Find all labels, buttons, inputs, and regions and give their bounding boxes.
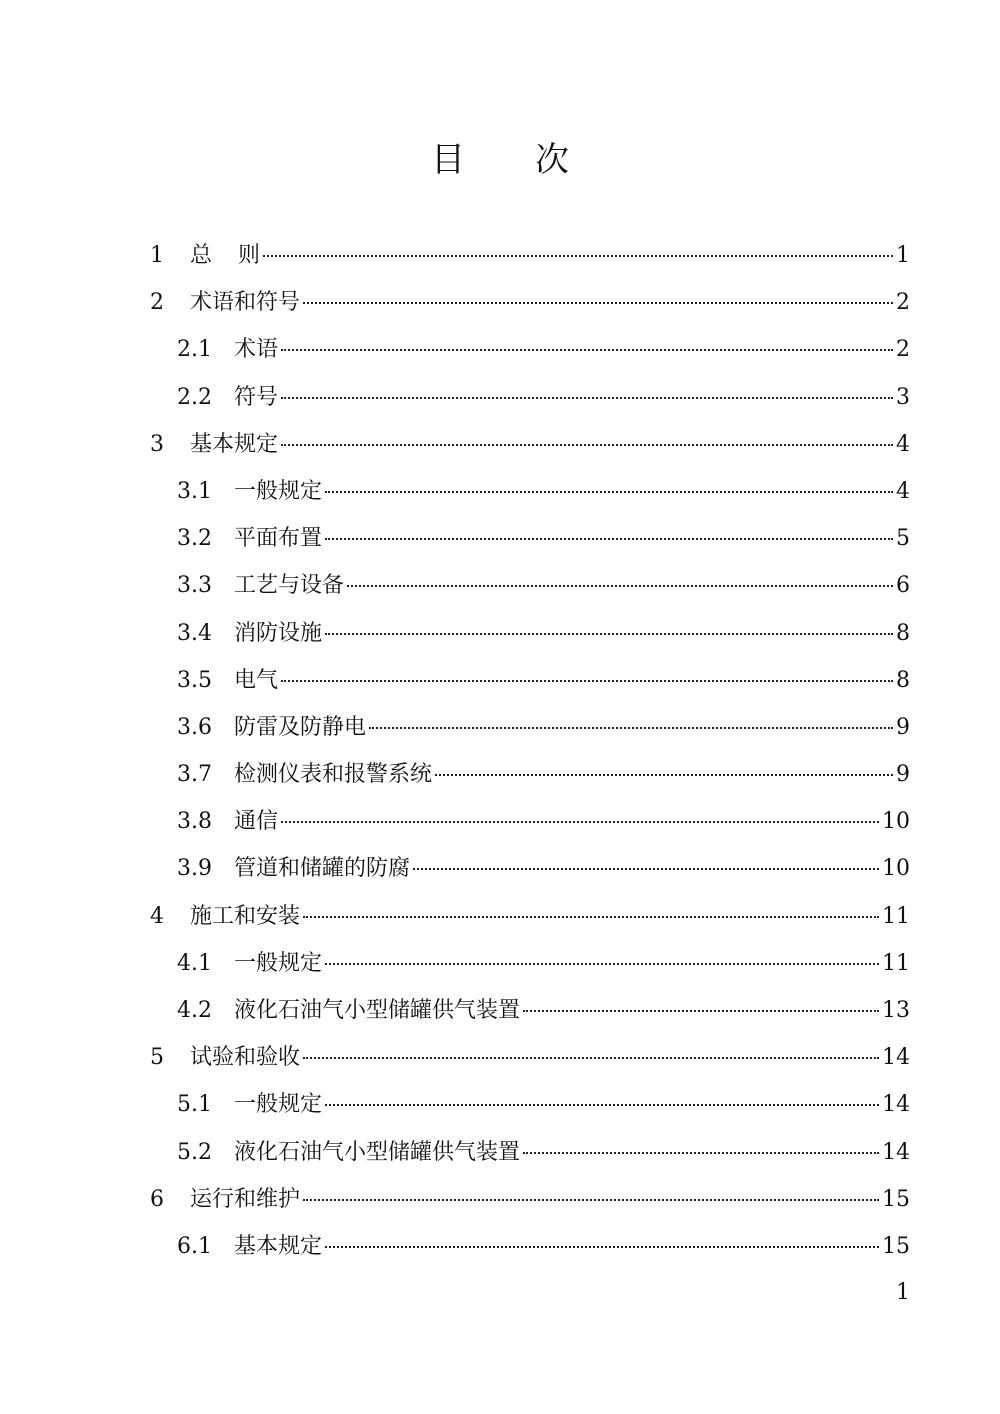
toc-entry-page: 15 xyxy=(882,1233,910,1259)
toc-entry-page: 4 xyxy=(896,431,910,457)
toc-entry-page: 14 xyxy=(882,1092,910,1118)
page-title xyxy=(0,136,1000,184)
toc-dot-leader xyxy=(369,727,893,729)
toc-section-entry[interactable] xyxy=(150,940,910,987)
toc-section-entry[interactable] xyxy=(150,798,910,845)
toc-chapter-entry[interactable] xyxy=(150,893,910,940)
toc-section-entry[interactable] xyxy=(150,704,910,751)
toc-entry-title: 电气 xyxy=(234,667,279,693)
toc-dot-leader xyxy=(325,538,893,540)
toc-section-entry[interactable] xyxy=(150,1223,910,1270)
toc-entry-page: 9 xyxy=(896,714,910,740)
toc-entry-title: 基本规定 xyxy=(190,431,279,457)
toc-dot-leader xyxy=(413,868,879,870)
toc-entry-page: 6 xyxy=(896,573,910,599)
toc-entry-number: 3.2 xyxy=(177,526,212,552)
toc-dot-leader xyxy=(281,349,893,351)
toc-entry-title: 防雷及防静电 xyxy=(234,714,367,740)
toc-entry-page: 11 xyxy=(882,903,910,929)
toc-entry-number: 3.5 xyxy=(177,667,212,693)
toc-section-entry[interactable] xyxy=(150,657,910,704)
toc-entry-title: 一般规定 xyxy=(234,1092,323,1118)
toc-chapter-entry[interactable] xyxy=(150,1176,910,1223)
toc-dot-leader xyxy=(263,255,893,257)
toc-entry-title: 消防设施 xyxy=(234,620,323,646)
toc-entry-number: 1 xyxy=(150,243,164,268)
toc-entry-title: 基本规定 xyxy=(234,1233,323,1259)
toc-section-entry[interactable] xyxy=(150,751,910,798)
toc-section-entry[interactable] xyxy=(150,468,910,515)
page-number: 1 xyxy=(896,1280,910,1305)
toc-entry-title: 一般规定 xyxy=(234,950,323,976)
toc-section-entry[interactable] xyxy=(150,610,910,657)
toc-entry-title: 运行和维护 xyxy=(190,1186,301,1212)
toc-entry-page: 4 xyxy=(896,478,910,504)
toc-entry-page: 14 xyxy=(882,1045,910,1071)
toc-entry-number: 3.9 xyxy=(177,856,212,882)
toc-entry-number: 3.1 xyxy=(177,478,212,504)
toc-entry-number: 3.7 xyxy=(177,762,212,788)
toc-entry-title: 检测仪表和报警系统 xyxy=(234,762,433,788)
toc-entry-page: 1 xyxy=(896,243,910,268)
toc-dot-leader xyxy=(303,302,893,304)
toc-dot-leader xyxy=(325,963,879,965)
toc-dot-leader xyxy=(347,585,893,587)
toc-entry-title: 术语 xyxy=(234,337,279,363)
toc-section-entry[interactable] xyxy=(150,515,910,562)
toc-entry-number: 3.3 xyxy=(177,573,212,599)
page-title-char-1: 目 xyxy=(431,140,465,180)
toc-entry-page: 10 xyxy=(882,809,910,835)
toc-dot-leader xyxy=(281,397,893,399)
toc-dot-leader xyxy=(523,1010,879,1012)
toc-dot-leader xyxy=(303,1199,879,1201)
toc-section-entry[interactable] xyxy=(150,374,910,421)
page-title-char-2: 次 xyxy=(535,140,569,180)
toc-entry-number: 3.8 xyxy=(177,809,212,835)
toc-entry-number: 6 xyxy=(150,1186,164,1212)
toc-entry-page: 5 xyxy=(896,526,910,552)
toc-entry-page: 14 xyxy=(882,1139,910,1165)
toc-section-entry[interactable] xyxy=(150,562,910,609)
toc-chapter-entry[interactable] xyxy=(150,1034,910,1081)
toc-dot-leader xyxy=(281,680,893,682)
toc-entry-page: 3 xyxy=(896,384,910,410)
toc-dot-leader xyxy=(325,633,893,635)
toc-entry-number: 4 xyxy=(150,903,164,929)
toc-entry-number: 4.2 xyxy=(177,998,212,1023)
toc-entry-number: 2.2 xyxy=(177,384,212,410)
toc-section-entry[interactable] xyxy=(150,1129,910,1176)
toc-chapter-entry[interactable] xyxy=(150,232,910,279)
toc-entry-title: 通信 xyxy=(234,809,279,835)
toc-entry-number: 6.1 xyxy=(177,1233,212,1259)
toc-dot-leader xyxy=(281,821,879,823)
toc-entry-title: 平面布置 xyxy=(234,526,323,552)
toc-entry-page: 13 xyxy=(882,998,910,1023)
toc-entry-number: 5.1 xyxy=(177,1092,212,1118)
toc-entry-title: 液化石油气小型储罐供气装置 xyxy=(234,1139,521,1165)
toc-entry-title: 管道和储罐的防腐 xyxy=(234,856,411,882)
toc-entry-number: 3.4 xyxy=(177,620,212,646)
toc-entry-page: 9 xyxy=(896,762,910,788)
toc-entry-title: 液化石油气小型储罐供气装置 xyxy=(234,998,521,1023)
toc-section-entry[interactable] xyxy=(150,1081,910,1128)
toc-entry-number: 5.2 xyxy=(177,1139,212,1165)
toc-dot-leader xyxy=(325,491,893,493)
toc-entry-title: 总则 xyxy=(190,243,287,268)
toc-entry-page: 2 xyxy=(896,337,910,363)
toc-entry-number: 3.6 xyxy=(177,714,212,740)
toc-dot-leader xyxy=(325,1104,879,1106)
toc-entry-title: 一般规定 xyxy=(234,478,323,504)
toc-entry-number: 5 xyxy=(150,1045,164,1071)
toc-entry-number: 2 xyxy=(150,290,164,316)
toc-section-entry[interactable] xyxy=(150,326,910,373)
toc-dot-leader xyxy=(325,1246,879,1248)
toc-entry-title: 符号 xyxy=(234,384,279,410)
toc-entry-title: 术语和符号 xyxy=(190,290,301,316)
toc-entry-page: 2 xyxy=(896,290,910,316)
toc-entry-number: 2.1 xyxy=(177,337,212,363)
toc-chapter-entry[interactable] xyxy=(150,279,910,326)
toc-entry-page: 8 xyxy=(896,667,910,693)
toc-section-entry[interactable] xyxy=(150,845,910,892)
toc-dot-leader xyxy=(435,774,893,776)
toc-chapter-entry[interactable] xyxy=(150,421,910,468)
toc-entry-number: 4.1 xyxy=(177,950,212,976)
toc-section-entry[interactable] xyxy=(150,987,910,1034)
toc-entry-title: 工艺与设备 xyxy=(234,573,345,599)
toc-entry-title: 施工和安装 xyxy=(190,903,301,929)
toc-dot-leader xyxy=(281,444,893,446)
toc-entry-page: 8 xyxy=(896,620,910,646)
toc-entry-page: 15 xyxy=(882,1186,910,1212)
toc-dot-leader xyxy=(303,916,879,918)
toc-dot-leader xyxy=(523,1152,879,1154)
toc-entry-title: 试验和验收 xyxy=(190,1045,301,1071)
toc-dot-leader xyxy=(303,1057,879,1059)
table-of-contents xyxy=(150,232,910,1270)
toc-entry-page: 11 xyxy=(882,950,910,976)
toc-entry-number: 3 xyxy=(150,431,164,457)
toc-entry-page: 10 xyxy=(882,856,910,882)
